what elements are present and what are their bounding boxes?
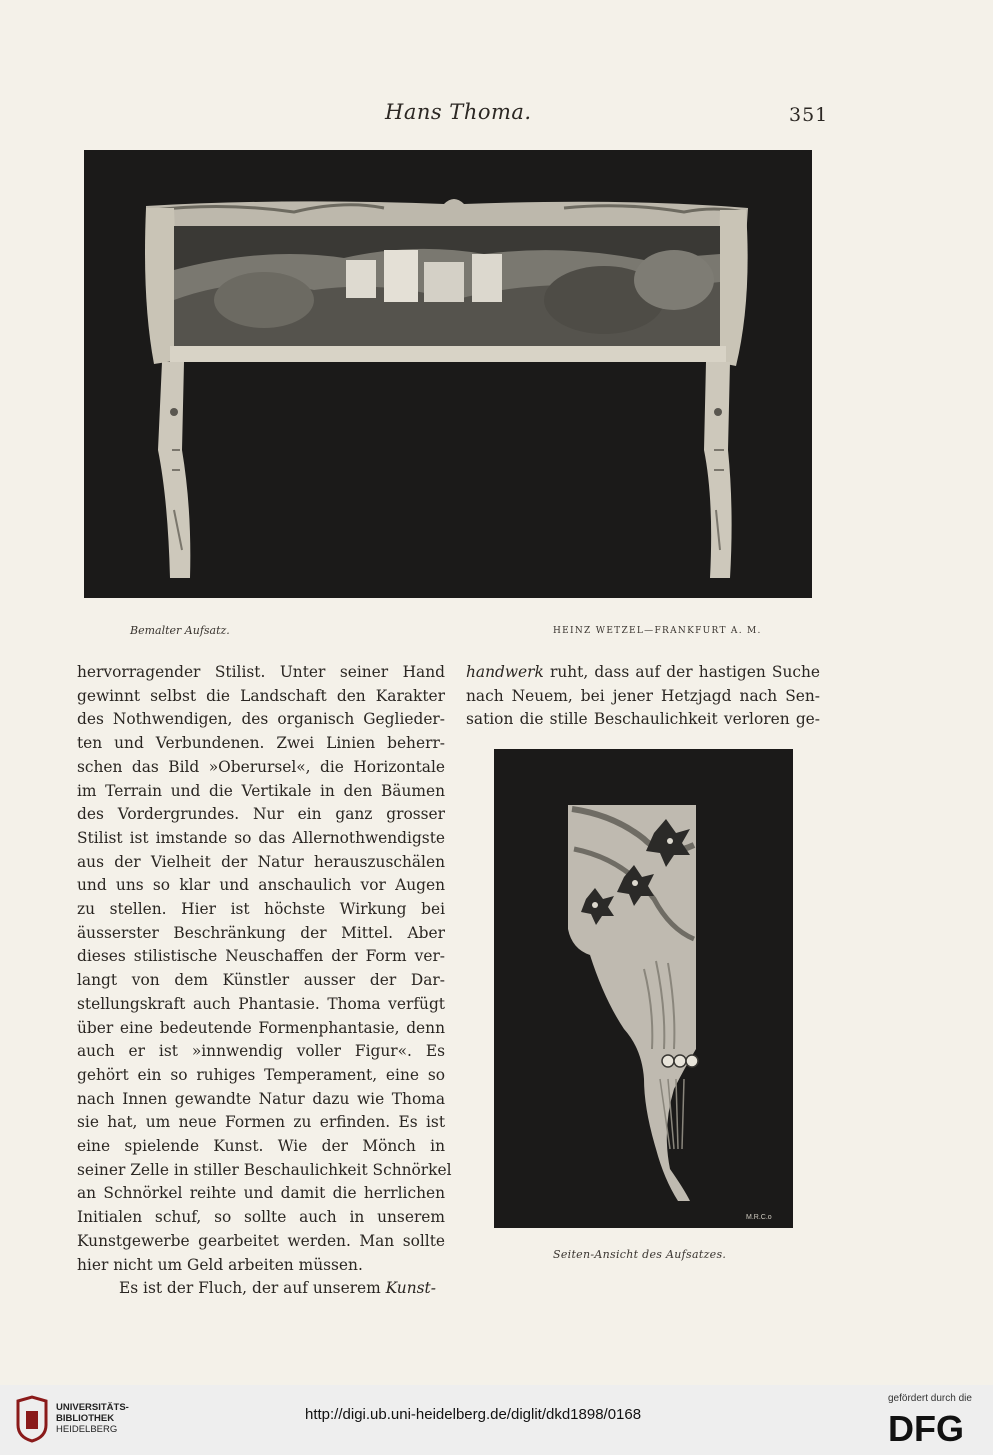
- running-title: Hans Thoma.: [385, 100, 532, 124]
- text-line: [466, 661, 820, 685]
- text-line: des Nothwendigen, des organisch Geglieder-: [77, 710, 445, 729]
- figure-caption-left: Bemalter Aufsatz.: [130, 624, 230, 637]
- text-line: Initialen schuf, so sollte auch in unserem: [77, 1208, 445, 1227]
- dfg-logo-text: DFG: [888, 1409, 964, 1445]
- dfg-logo-mark: [888, 1409, 980, 1445]
- text-line: sation die stille Beschaulichkeit verloren ge-: [466, 710, 820, 729]
- text-line: schen das Bild »Oberursel«, die Horizontale: [77, 757, 445, 776]
- text-line: hier nicht um Geld arbeiten müssen.: [77, 1255, 363, 1274]
- text-line: langt von dem Künstler ausser der Dar-: [77, 971, 445, 990]
- text-line: seiner Zelle in stiller Beschaulichkeit Schnörkel: [77, 1160, 452, 1179]
- text-span: ruht, dass auf der hastigen Suche: [543, 663, 820, 681]
- side-view-photo: [494, 749, 793, 1228]
- library-line: UNIVERSITÄTS-: [56, 1402, 129, 1413]
- text-line: Stilist ist imstande so das Allernothwendigste: [77, 828, 445, 847]
- monogram: M.R.C.o: [746, 1214, 772, 1221]
- library-line: BIBLIOTHEK: [56, 1413, 115, 1424]
- library-logo: [14, 1395, 50, 1448]
- italic-word: handwerk: [466, 663, 544, 681]
- text-line: nach Innen gewandte Natur dazu wie Thoma: [77, 1089, 445, 1108]
- painted-shelf-photo: [84, 150, 812, 598]
- text-line: im Terrain und die Vertikale in den Bäumen: [77, 781, 445, 800]
- text-line: auch er ist »innwendig voller Figur«. Es: [77, 1042, 445, 1061]
- text-line: und uns so klar und anschaulich vor Augen: [77, 876, 445, 895]
- text-line: an Schnörkel reihte und damit die herrlichen: [77, 1184, 445, 1203]
- text-span: Es ist der Fluch, der auf unserem: [119, 1279, 386, 1298]
- italic-word: Kunst-: [385, 1279, 436, 1298]
- funder-label: gefördert durch die: [888, 1393, 972, 1404]
- text-line: ten und Verbundenen. Zwei Linien beherr-: [77, 734, 445, 753]
- text-line: gehört ein so ruhiges Temperament, eine so: [77, 1065, 445, 1084]
- text-line: stellungskraft auch Phantasie. Thoma verfügt: [77, 994, 445, 1013]
- text-line: nach Neuem, bei jener Hetzjagd nach Sen-: [466, 686, 820, 705]
- text-line: sie hat, um neue Formen zu erfinden. Es ist: [77, 1113, 445, 1132]
- text-line: über eine bedeutende Formenphantasie, denn: [77, 1018, 445, 1037]
- page-number: 351: [789, 104, 829, 126]
- figure-painted-shelf: [84, 150, 812, 598]
- text-line: gewinnt selbst die Landschaft den Karakter: [77, 686, 445, 705]
- text-line: eine spielende Kunst. Wie der Mönch in: [77, 1137, 445, 1156]
- figure-credit: HEINZ WETZEL—FRANKFURT A. M.: [553, 626, 762, 636]
- text-line: dieses stilistische Neuschaffen der Form ver-: [77, 947, 445, 966]
- figure-side-view: [494, 749, 793, 1228]
- dfg-logo: [888, 1409, 980, 1450]
- text-line: äusserster Beschränkung der Mittel. Aber: [77, 923, 445, 942]
- text-line-paragraph-start: [77, 1277, 445, 1301]
- library-seal-icon: [14, 1395, 50, 1443]
- library-line: HEIDELBERG: [56, 1424, 118, 1435]
- text-line: aus der Vielheit der Natur herauszuschälen: [77, 852, 445, 871]
- text-line: zu stellen. Hier ist höchste Wirkung bei: [77, 900, 445, 919]
- permalink-url[interactable]: http://digi.ub.uni-heidelberg.de/diglit/dkd1898/0168: [305, 1406, 642, 1423]
- text-column-right: [466, 661, 820, 732]
- text-line: des Vordergrundes. Nur ein ganz grosser: [77, 805, 445, 824]
- digitization-footer: [0, 1385, 993, 1455]
- figure-side-caption: Seiten-Ansicht des Aufsatzes.: [553, 1248, 727, 1261]
- text-column-left: [77, 661, 452, 1301]
- text-line: hervorragender Stilist. Unter seiner Hand: [77, 663, 445, 681]
- library-name: [56, 1402, 129, 1435]
- text-line: Kunstgewerbe gearbeitet werden. Man sollte: [77, 1231, 445, 1250]
